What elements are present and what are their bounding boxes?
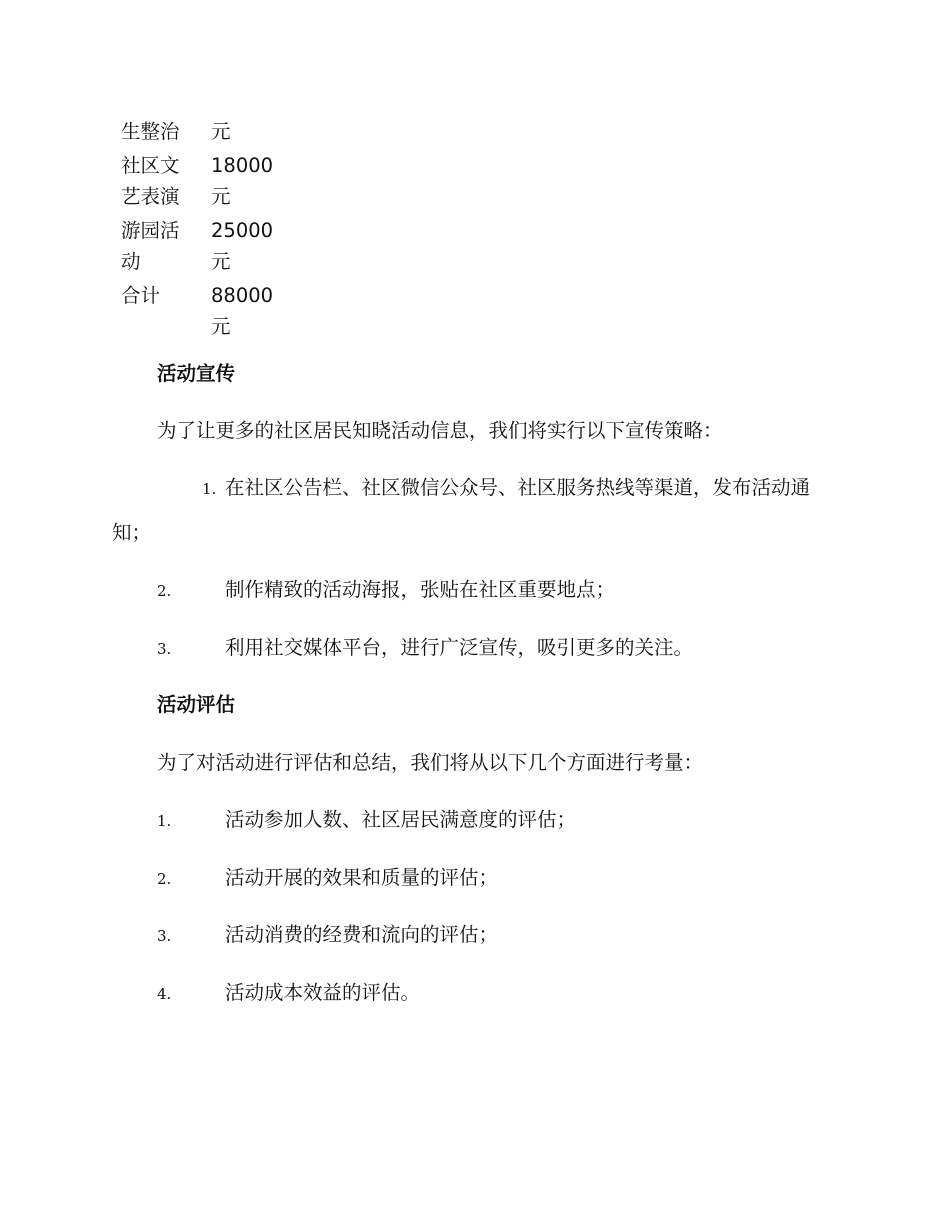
- list-number: 2.: [157, 870, 172, 888]
- budget-item-cell: 社区文艺表演: [121, 154, 180, 208]
- promotion-list-item: [157, 568, 837, 613]
- promotion-list-item: [112, 466, 842, 555]
- list-text: 活动开展的效果和质量的评估；: [225, 866, 499, 889]
- budget-amount-cell: 18000元: [211, 154, 274, 208]
- evaluation-heading: 活动评估: [157, 693, 236, 716]
- evaluation-list-item: [157, 856, 837, 901]
- table-row: [121, 116, 281, 147]
- list-text: 活动成本效益的评估。: [225, 981, 421, 1004]
- budget-amount-cell: 元: [211, 120, 231, 143]
- evaluation-list-item: [157, 971, 837, 1016]
- list-text: 制作精致的活动海报，张贴在社区重要地点；: [225, 578, 616, 601]
- list-number: 3.: [157, 640, 172, 658]
- evaluation-list-item: [157, 798, 837, 843]
- budget-amount-cell: 88000元: [211, 284, 274, 338]
- list-text: 利用社交媒体平台，进行广泛宣传，吸引更多的关注。: [225, 636, 694, 659]
- budget-item-cell: 生整治: [121, 120, 180, 143]
- list-text: 活动消费的经费和流向的评估；: [225, 923, 499, 946]
- list-number: 3.: [157, 927, 172, 945]
- list-number: 4.: [157, 985, 172, 1003]
- evaluation-list-item: [157, 913, 837, 958]
- promotion-list-item: [157, 626, 837, 671]
- list-number: 1.: [202, 480, 217, 498]
- list-number: 2.: [157, 582, 172, 600]
- list-number: 1.: [157, 812, 172, 830]
- budget-table: [121, 116, 281, 342]
- table-row: [121, 212, 281, 277]
- promotion-heading: 活动宣传: [157, 362, 236, 385]
- list-text: 活动参加人数、社区居民满意度的评估；: [225, 808, 577, 831]
- promotion-intro: 为了让更多的社区居民知晓活动信息，我们将实行以下宣传策略：: [157, 419, 723, 442]
- table-row: [121, 277, 281, 342]
- budget-item-cell: 合计: [121, 284, 161, 307]
- list-text: 在社区公告栏、社区微信公众号、社区服务热线等渠道，发布活动通知；: [112, 476, 811, 544]
- budget-item-cell: 游园活动: [121, 219, 180, 273]
- budget-amount-cell: 25000元: [211, 219, 274, 273]
- evaluation-intro: 为了对活动进行评估和总结，我们将从以下几个方面进行考量：: [157, 751, 704, 774]
- table-row: [121, 147, 281, 212]
